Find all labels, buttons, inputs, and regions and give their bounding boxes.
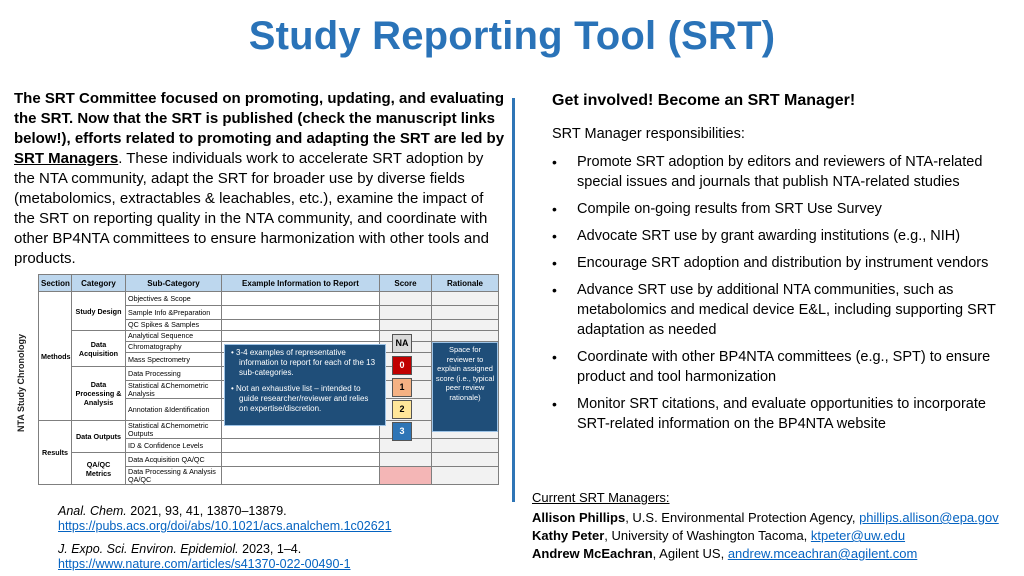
header-rationale: Rationale	[432, 275, 499, 292]
header-subcategory: Sub-Category	[126, 275, 222, 292]
managers-heading: Current SRT Managers:	[532, 490, 670, 505]
category-study-design: Study Design	[72, 292, 126, 331]
score-2: 2	[392, 400, 412, 419]
category-data-acquisition: Data Acquisition	[72, 331, 126, 367]
page-title: Study Reporting Tool (SRT)	[248, 14, 776, 58]
table-row: Statistical &Chemometric Analysis	[126, 381, 222, 399]
score-1: 1	[392, 378, 412, 397]
header-category: Category	[72, 275, 126, 292]
srt-managers-link[interactable]: SRT Managers	[14, 150, 119, 167]
score-na: NA	[392, 334, 412, 353]
examples-callout	[224, 344, 386, 426]
list-item: • Promote SRT adoption by editors and reviewers of NTA-related special issues and journals that publish NTA-related studies	[552, 154, 983, 190]
table-row: Chromatography	[126, 342, 222, 353]
citation-1: Anal. Chem. 2021, 93, 41, 13870–13879. https://pubs.acs.org/doi/abs/10.1021/acs.analchem.1c02621	[58, 504, 392, 533]
list-item: • Monitor SRT citations, and evaluate opportunities to incorporate SRT-related information on the BP4NTA website	[552, 396, 986, 432]
citation-2-link[interactable]: https://www.nature.com/articles/s41370-022-00490-1	[58, 557, 351, 571]
header-example: Example Information to Report	[222, 275, 380, 292]
divider	[512, 98, 515, 502]
score-3: 3	[392, 422, 412, 441]
list-item: • Coordinate with other BP4NTA committees (e.g., SPT) to ensure product and tool harmonization	[552, 349, 991, 385]
table-row: Statistical &Chemometric Outputs	[126, 421, 222, 439]
intro-paragraph	[14, 89, 508, 269]
manager-1-email[interactable]: phillips.allison@epa.gov	[859, 510, 999, 525]
manager-1: Allison Phillips, U.S. Environmental Protection Agency, phillips.allison@epa.gov	[532, 510, 999, 525]
citation-2: J. Expo. Sci. Environ. Epidemiol. 2023, 1–4. https://www.nature.com/articles/s41370-022-00490-1	[58, 542, 351, 571]
responsibilities-label: SRT Manager responsibilities:	[552, 126, 745, 142]
table-row: Data Processing & Analysis QA/QC	[126, 467, 222, 485]
table-row: Data Processing	[126, 367, 222, 381]
list-item: • Encourage SRT adoption and distribution by instrument vendors	[552, 255, 989, 271]
section-methods: Methods	[39, 292, 72, 421]
score-scale	[392, 334, 410, 444]
table-row: Annotation &Identification	[126, 399, 222, 421]
chronology-arrow	[8, 290, 32, 490]
category-data-processing: Data Processing & Analysis	[72, 367, 126, 421]
table-row: Objectives & Scope	[126, 292, 222, 306]
score-0: 0	[392, 356, 412, 375]
manager-2-email[interactable]: ktpeter@uw.edu	[810, 528, 906, 543]
header-score: Score	[380, 275, 432, 292]
list-item: • Compile on-going results from SRT Use Survey	[552, 201, 882, 217]
table-row: Analytical Sequence	[126, 331, 222, 342]
section-results: Results	[39, 421, 72, 485]
citation-1-link[interactable]: https://pubs.acs.org/doi/abs/10.1021/acs.analchem.1c02621	[58, 519, 392, 533]
manager-3-email[interactable]: andrew.mceachran@agilent.com	[727, 546, 918, 561]
intro-text-2: . These individuals work to accelerate SRT adoption by the NTA community, adapt the SRT for broader use by diverse fields (metabolomics, extractables & leachables, etc.), examine the impact of the SRT on reporting quality in the NTA community, and coordinate with other BP4NTA committees to ensure harmonization with other tools and products.	[14, 150, 489, 267]
manager-3: Andrew McEachran, Agilent US, andrew.mceachran@agilent.com	[532, 546, 918, 561]
callout-bullet-2: • Not an exhaustive list – intended to guide researcher/reviewer and relies on expertise/discretion.	[231, 384, 369, 413]
table-row: Mass Spectrometry	[126, 353, 222, 367]
table-row: Data Acquisition QA/QC	[126, 453, 222, 467]
table-row: QC Spikes & Samples	[126, 320, 222, 331]
category-qaqc: QA/QC Metrics	[72, 453, 126, 485]
header-section: Section	[39, 275, 72, 292]
table-row: ID & Confidence Levels	[126, 439, 222, 453]
responsibilities-list	[548, 152, 998, 441]
intro-text-1: The SRT Committee focused on promoting, updating, and evaluating the SRT. Now that the SRT is published (check the manuscript links below!), efforts related to promoting and adapting the SRT are led by	[14, 90, 505, 147]
chronology-label: NTA Study Chronology	[16, 334, 26, 432]
get-involved-heading: Get involved! Become an SRT Manager!	[552, 92, 856, 109]
list-item: • Advance SRT use by additional NTA communities, such as metabolomics and medical device E&L, including supporting SRT adaptation as needed	[552, 282, 996, 338]
table-row: Sample Info &Preparation	[126, 306, 222, 320]
list-item: • Advocate SRT use by grant awarding institutions (e.g., NIH)	[552, 228, 961, 244]
callout-bullet-1: • 3-4 examples of representative information to report for each of the 13 sub-categories.	[231, 348, 376, 377]
category-data-outputs: Data Outputs	[72, 421, 126, 453]
manager-2: Kathy Peter, University of Washington Tacoma, ktpeter@uw.edu	[532, 528, 906, 543]
rationale-callout: Space for reviewer to explain assigned score (i.e., typical peer review rationale)	[432, 342, 498, 432]
